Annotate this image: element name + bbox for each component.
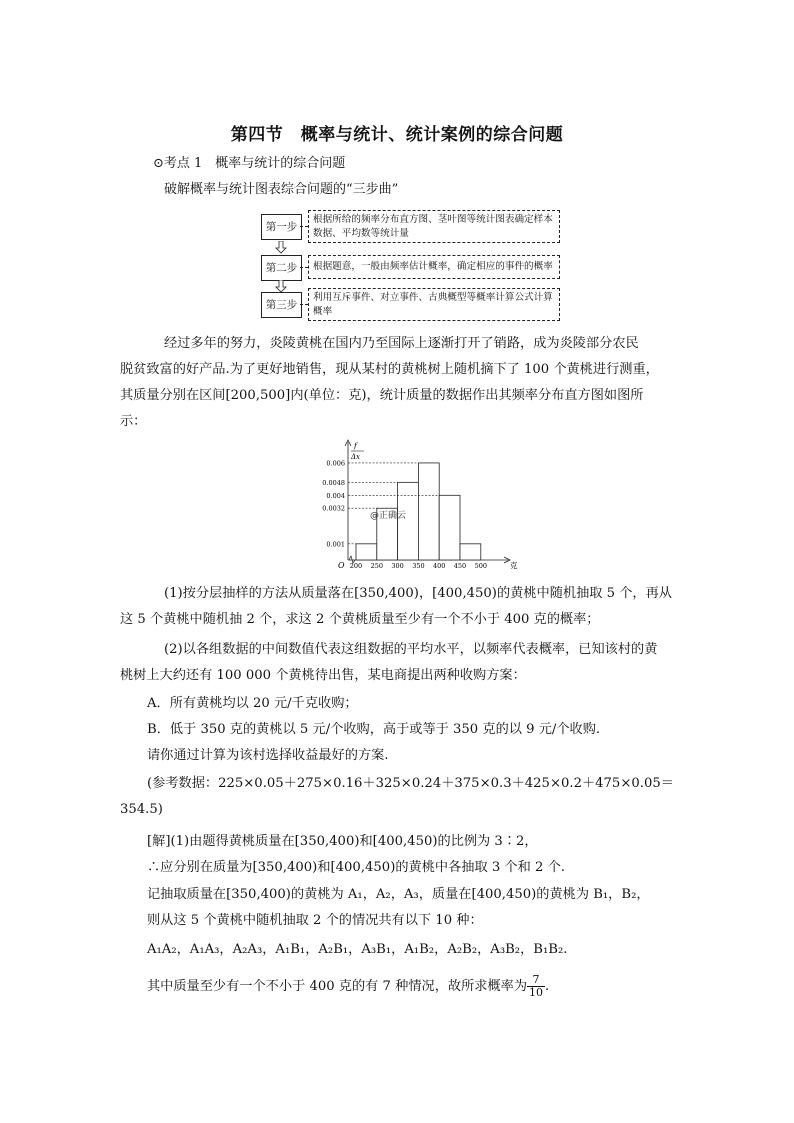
page-title: 第四节 概率与统计、统计案例的综合问题 [230,125,564,145]
problem-line: 经过多年的努力，炎陵黄桃在国内乃至国际上逐渐打开了销路，成为炎陵部分农民 [164,336,639,351]
y-tick-label: 0.006 [326,459,345,468]
answer-fraction [527,974,545,999]
step-2-connector [300,267,308,268]
step-3-desc: 利用互斥事件、对立事件、古典概型等概率计算公式计算概率 [308,288,560,321]
x-tick-label: 300 [391,562,404,570]
answer-numerator: 7 [527,974,545,987]
question-line: (1)按分层抽样的方法从质量落在[350,400)，[400,450)的黄桃中随机抽取 5 个，再从 [164,586,672,601]
histogram-bar [398,482,419,560]
x-tick-label: 250 [370,562,384,570]
x-tick-label: 350 [412,562,425,570]
option-b: B．低于 350 克的黄桃以 5 元/个收购，高于或等于 350 克的以 9 元/个收购. [147,722,601,737]
step-2-box: 第二步 [261,255,302,281]
y-axis-label-denominator: Δx [351,453,361,461]
y-tick-label: 0.0048 [322,478,345,487]
y-tick-label: 0.004 [326,491,345,500]
step-3-connector [300,304,308,305]
reference-data: (参考数据：225×0.05＋275×0.16＋325×0.24＋375×0.3＋425×0.2＋475×0.05＝ [147,776,674,791]
step-1-box: 第一步 [261,214,302,240]
solution-line: 记抽取质量在[350,400)的黄桃为 A₁，A₂，A₃，质量在[400,450)的黄桃为 B₁，B₂， [147,887,650,902]
x-tick-label: 400 [432,562,446,570]
step-3-box: 第三步 [261,292,302,318]
y-axis-label-numerator: f [354,441,357,450]
step-1-desc: 根据所给的频率分布直方图、茎叶图等统计图表确定样本数据、平均数等统计量 [308,210,560,243]
answer-denominator: 10 [529,986,544,999]
problem-line: 示： [120,414,147,429]
x-tick-label: 450 [453,562,467,570]
y-tick-label: 0.001 [326,540,345,549]
conclusion-text: 其中质量至少有一个不小于 400 克的有 7 种情况，故所求概率为 [147,979,528,994]
origin-label: O [338,561,345,570]
histogram-bar [418,463,439,560]
question-line: 请你通过计算为该村选择收益最好的方案. [147,748,389,763]
option-a: A．所有黄桃均以 20 元/千克收购； [147,696,358,711]
x-tick-label: 500 [474,562,488,570]
reference-data-end: 354.5) [120,802,163,817]
histogram-bar [356,544,377,560]
solution-line: [解](1)由题得黄桃质量在[350,400)和[400,450)的比例为 3∶2， [147,834,538,849]
question-line: (2)以各组数据的中间数值代表这组数据的平均水平，以频率代表概率，已知该村的黄 [164,642,658,657]
solution-line: ∴应分别在质量为[350,400)和[400,450)的黄桃中各抽取 3 个和 2 个. [147,860,565,875]
answer-end: . [545,979,550,994]
watermark: @正确云 [370,511,407,521]
x-tick-label: 200 [349,562,363,570]
intro-text: 破解概率与统计图表综合问题的“三步曲” [164,182,399,197]
step-1-connector [300,226,308,227]
solution-line: 则从这 5 个黄桃中随机抽取 2 个的情况共有以下 10 种： [147,913,483,928]
problem-line: 脱贫致富的好产品.为了更好地销售，现从某村的黄桃树上随机摘下了 100 个黄桃进行测重， [120,362,659,377]
problem-line: 其质量分别在区间[200,500]内(单位：克)，统计质量的数据作出其频率分布直方图如图所 [120,388,644,403]
question-line: 桃树上大约还有 100 000 个黄桃待出售，某电商提出两种收购方案： [120,668,526,683]
histogram-bar [439,495,460,560]
kaodian-heading: ⊙考点 1 概率与统计的综合问题 [153,156,346,171]
frequency-histogram [300,438,520,573]
conclusion [147,974,549,999]
y-tick-label: 0.0032 [322,504,345,513]
step-2-desc: 根据题意，一般由频率估计概率，确定相应的事件的概率 [308,255,560,279]
histogram-bar [460,544,481,560]
x-axis-label: 克 [510,561,518,570]
down-arrow-icon [275,241,287,254]
question-line: 这 5 个黄桃中随机抽 2 个，求这 2 个黄桃质量至少有一个不小于 400 克的概率； [120,612,600,627]
outcomes-list: A₁A₂，A₁A₃，A₂A₃，A₁B₁，A₂B₁，A₃B₁，A₁B₂，A₂B₂，A₃B₂，B₁B₂. [147,942,568,957]
